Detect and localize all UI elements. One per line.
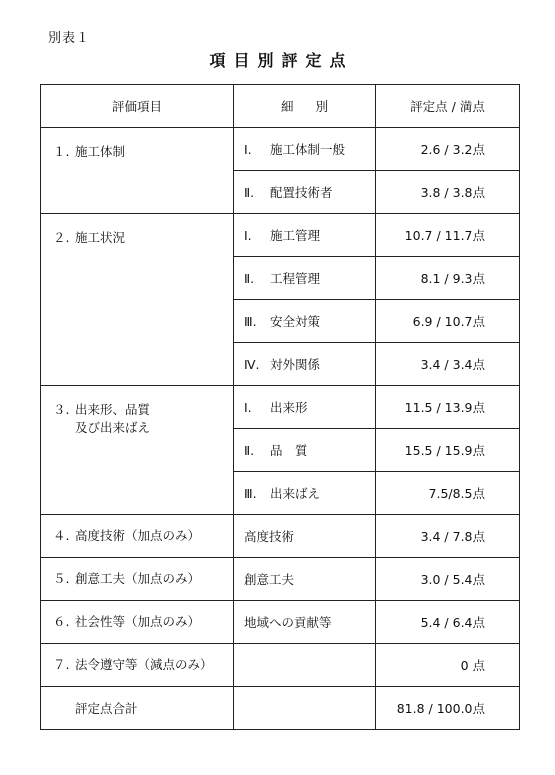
detail-label: 施工体制一般 [270, 142, 346, 157]
score-cell: 3.4 / 7.8点 [376, 515, 520, 558]
score-cell: 3.8 / 3.8点 [376, 171, 520, 214]
table-row [41, 214, 520, 257]
detail-cell [234, 386, 376, 429]
detail-cell [234, 429, 376, 472]
detail-label: 品 質 [270, 443, 308, 458]
item-label: 社会性等（加点のみ） [75, 614, 201, 629]
detail-cell [234, 257, 376, 300]
table-row [41, 558, 520, 601]
detail-cell [234, 300, 376, 343]
item-cell-7 [41, 644, 234, 687]
item-number: ２. [53, 230, 70, 245]
detail-label: 施工管理 [270, 228, 321, 243]
item-label-line2: 及び出来ばえ [75, 420, 151, 435]
item-cell-2 [41, 214, 234, 386]
total-label: 評定点合計 [41, 687, 234, 730]
item-label: 法令遵守等（減点のみ） [75, 657, 213, 672]
item-number: ６. [53, 614, 70, 629]
item-cell-5 [41, 558, 234, 601]
table-header-row [41, 85, 520, 128]
item-number: ３. [53, 402, 70, 417]
detail-cell [234, 644, 376, 687]
score-cell: 0 点 [376, 644, 520, 687]
table-row [41, 128, 520, 171]
item-cell-6 [41, 601, 234, 644]
detail-label: 出来ばえ [270, 486, 321, 501]
item-number: １. [53, 144, 70, 159]
table-row [41, 386, 520, 429]
detail-number: Ⅱ. [244, 185, 255, 200]
score-cell: 15.5 / 15.9点 [376, 429, 520, 472]
detail-label: 工程管理 [270, 271, 321, 286]
detail-label: 出来形 [270, 400, 308, 415]
detail-number: Ⅱ. [244, 443, 255, 458]
total-row [41, 687, 520, 730]
item-number: ４. [53, 528, 70, 543]
detail-label: 安全対策 [270, 314, 321, 329]
item-cell-3 [41, 386, 234, 515]
detail-number: Ⅲ. [244, 486, 257, 501]
score-cell: 8.1 / 9.3点 [376, 257, 520, 300]
score-cell: 6.9 / 10.7点 [376, 300, 520, 343]
score-cell: 3.4 / 3.4点 [376, 343, 520, 386]
detail-label: 対外関係 [270, 357, 321, 372]
detail-number: Ⅰ. [244, 228, 252, 243]
score-cell: 7.5/8.5点 [376, 472, 520, 515]
header-detail: 細別 [234, 85, 376, 128]
total-score: 81.8 / 100.0点 [376, 687, 520, 730]
score-cell: 2.6 / 3.2点 [376, 128, 520, 171]
item-label: 高度技術（加点のみ） [75, 528, 201, 543]
document-label: 別表１ [48, 31, 91, 46]
detail-cell: 創意工夫 [234, 558, 376, 601]
detail-cell: 地域への貢献等 [234, 601, 376, 644]
item-cell-1 [41, 128, 234, 214]
detail-cell: 高度技術 [234, 515, 376, 558]
detail-number: Ⅳ. [244, 357, 260, 372]
table-row [41, 644, 520, 687]
item-label: 出来形、品質 [75, 402, 151, 417]
detail-cell [234, 472, 376, 515]
detail-number: Ⅲ. [244, 314, 257, 329]
item-label: 施工状況 [75, 230, 126, 245]
score-cell: 5.4 / 6.4点 [376, 601, 520, 644]
score-cell: 10.7 / 11.7点 [376, 214, 520, 257]
item-cell-4 [41, 515, 234, 558]
detail-number: Ⅰ. [244, 400, 252, 415]
detail-cell [234, 128, 376, 171]
detail-label: 配置技術者 [270, 185, 333, 200]
header-score: 評定点 / 満点 [376, 85, 520, 128]
item-number: ７. [53, 657, 70, 672]
detail-number: Ⅱ. [244, 271, 255, 286]
evaluation-table [40, 84, 520, 730]
score-cell: 3.0 / 5.4点 [376, 558, 520, 601]
detail-cell [234, 171, 376, 214]
detail-number: Ⅰ. [244, 142, 252, 157]
detail-cell [234, 343, 376, 386]
item-label: 施工体制 [75, 144, 126, 159]
page-title: 項目別評定点 [209, 51, 354, 70]
detail-cell [234, 214, 376, 257]
header-item: 評価項目 [41, 85, 234, 128]
table-row [41, 601, 520, 644]
item-label: 創意工夫（加点のみ） [75, 571, 201, 586]
table-row [41, 515, 520, 558]
detail-cell [234, 687, 376, 730]
score-cell: 11.5 / 13.9点 [376, 386, 520, 429]
item-number: ５. [53, 571, 70, 586]
